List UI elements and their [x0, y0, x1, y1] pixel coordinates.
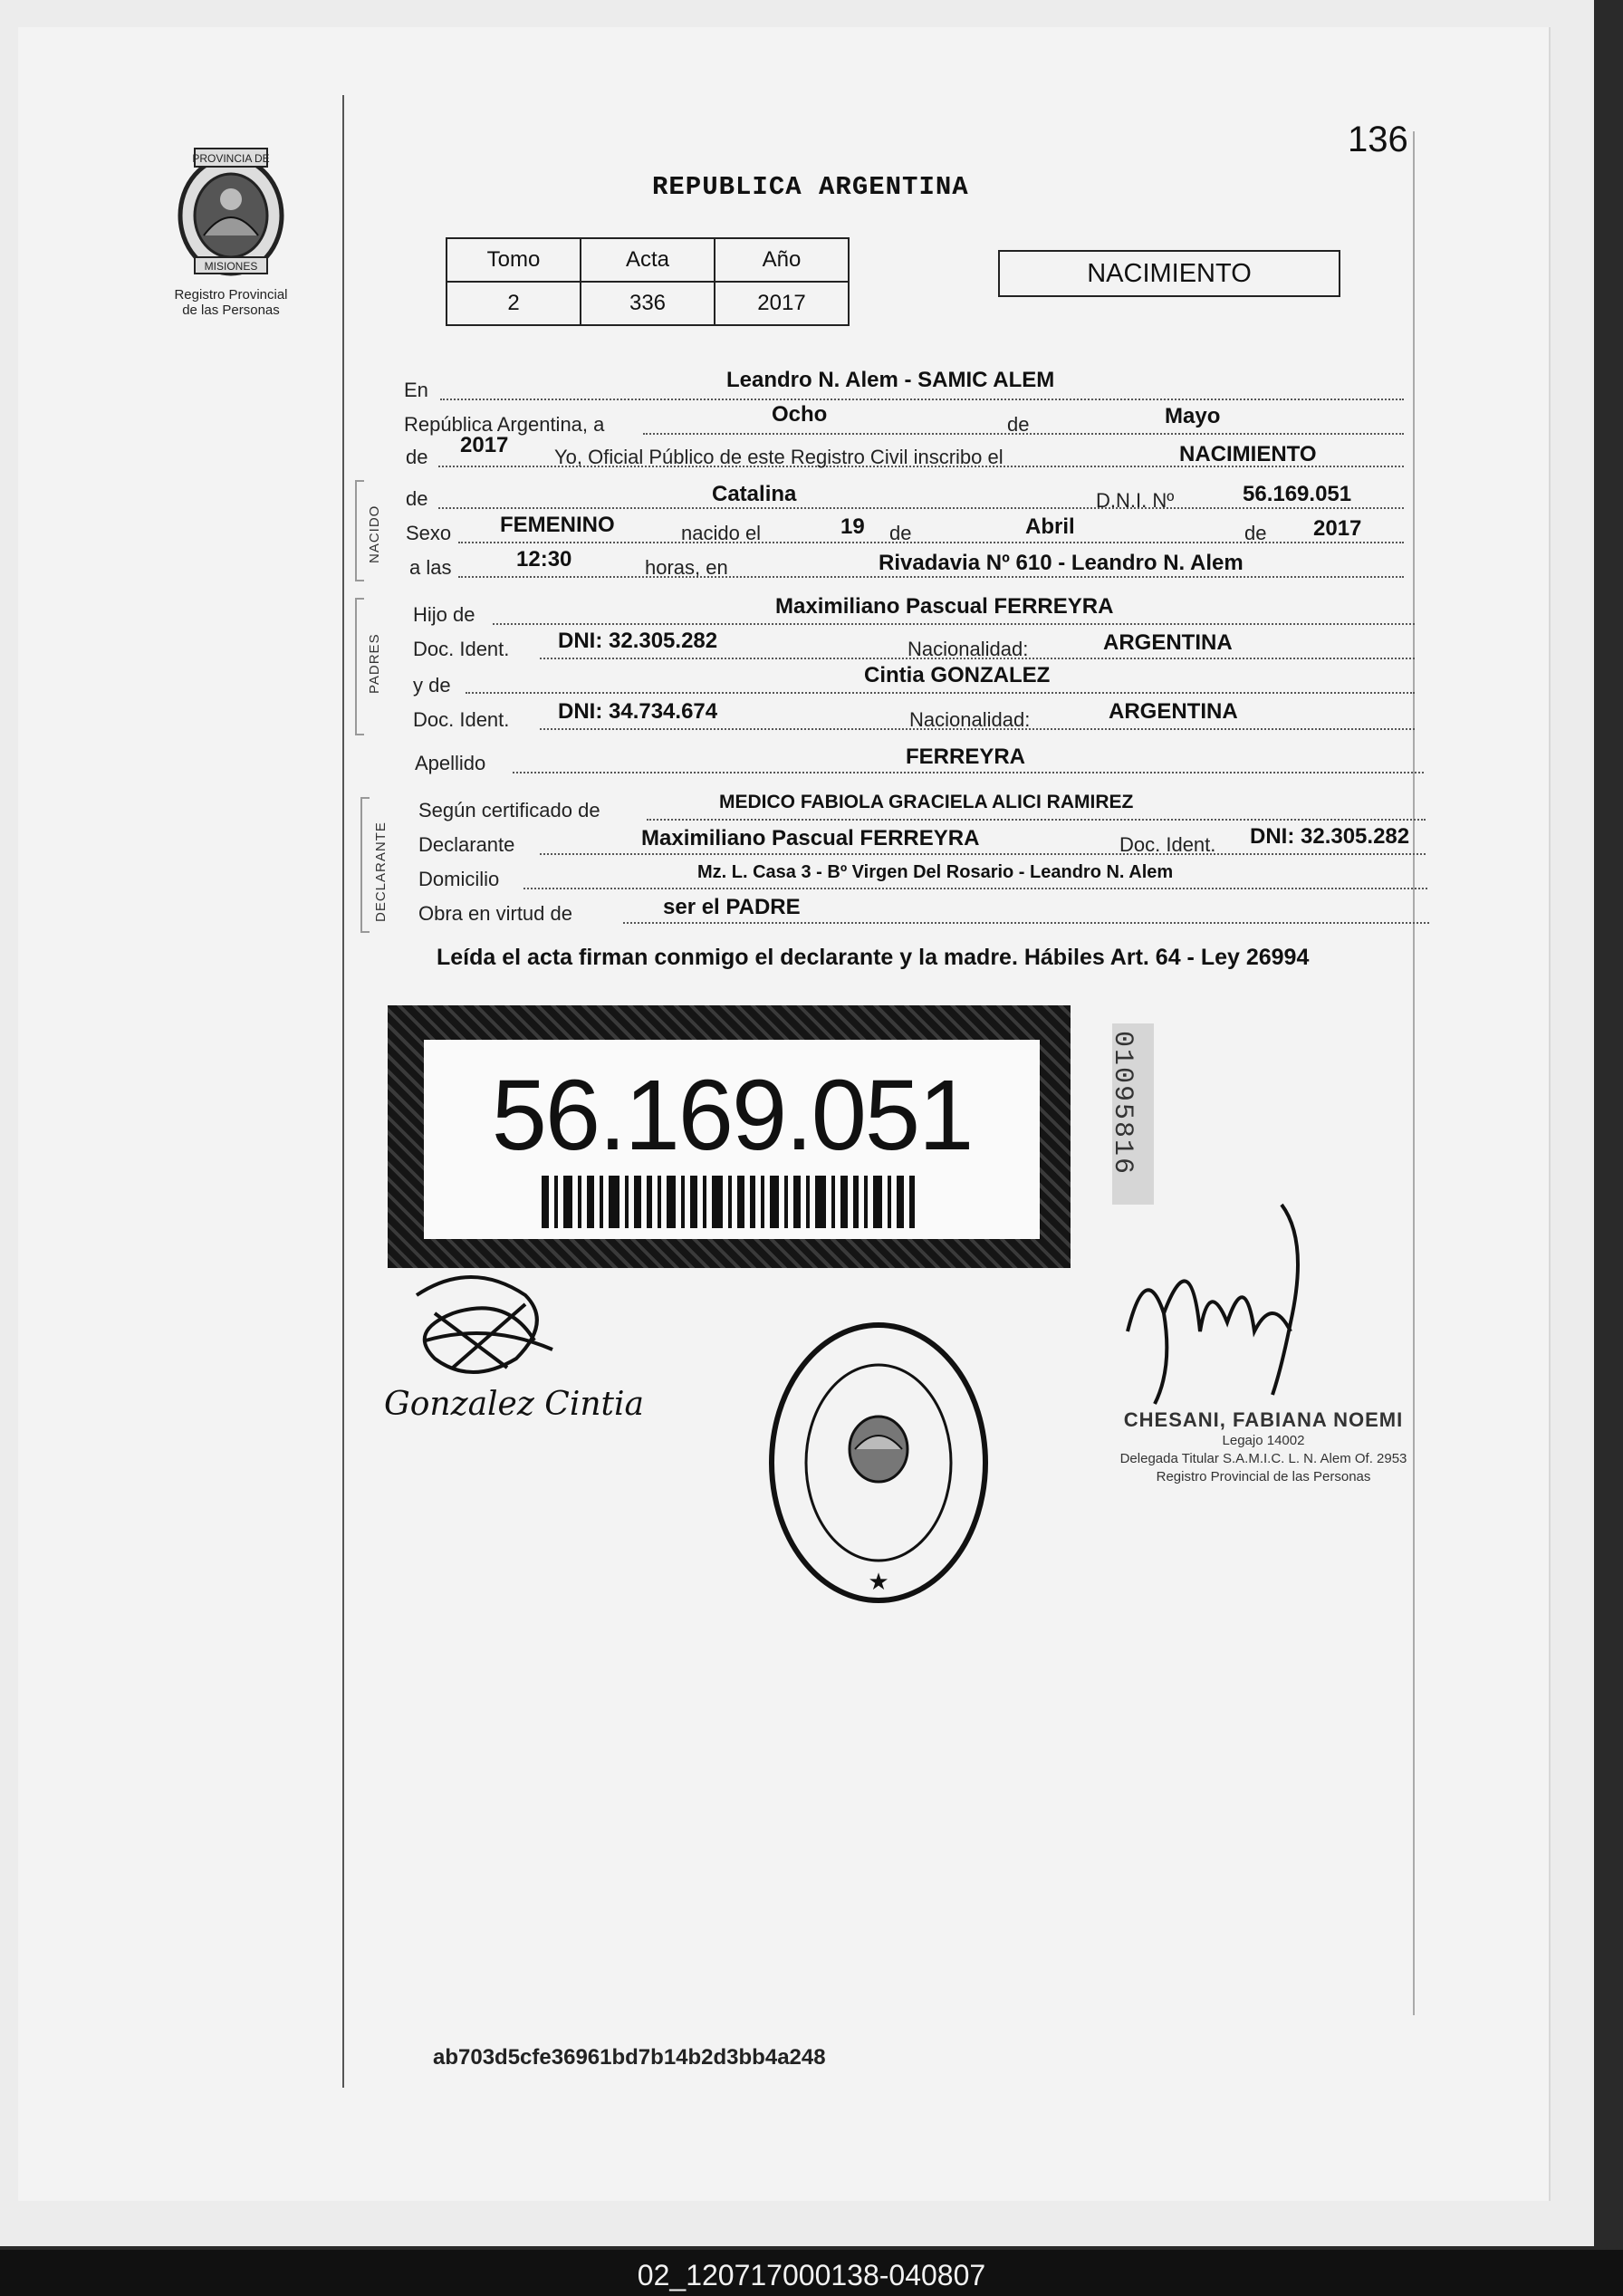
label-doc-ident-father: Doc. Ident. [413, 638, 510, 660]
section-bracket-declarante [360, 797, 370, 933]
value-mother-nationality: ARGENTINA [1109, 699, 1238, 724]
document-hash: ab703d5cfe36961bd7b14b2d3bb4a248 [433, 2045, 826, 2070]
label-de-name: de [406, 487, 428, 510]
value-month: Mayo [1165, 404, 1221, 428]
value-father-name: Maximiliano Pascual FERREYRA [775, 594, 1114, 619]
label-obra: Obra en virtud de [418, 902, 572, 925]
dotted-line [466, 690, 1415, 694]
officer-role: Delegada Titular S.A.M.I.C. L. N. Alem Of. 2953 [1119, 1451, 1407, 1466]
value-birth-month: Abril [1025, 514, 1075, 539]
value-obra: ser el PADRE [663, 895, 801, 919]
officer-legajo: Legajo 14002 [1222, 1433, 1305, 1448]
label-dni: D.N.I. Nº [1096, 489, 1175, 512]
register-header-row [447, 238, 849, 282]
mother-handwritten-name: Gonzalez Cintia [384, 1386, 644, 1423]
value-child-dni: 56.169.051 [1243, 482, 1352, 506]
dotted-line [623, 920, 1429, 924]
label-doc-ident-declarante: Doc. Ident. [1119, 833, 1216, 856]
crest-top-text: PROVINCIA DE [192, 152, 270, 165]
value-apellido: FERREYRA [906, 745, 1026, 769]
agency-line-1: Registro Provincial [174, 287, 288, 303]
crest-bottom-text: MISIONES [204, 260, 258, 273]
register-header-tomo: Tomo [447, 238, 581, 282]
label-declarante: Declarante [418, 833, 515, 856]
register-value-row [447, 282, 849, 325]
agency-label [149, 287, 312, 318]
file-id: 02_120717000138-040807 [637, 2259, 986, 2291]
value-domicilio: Mz. L. Casa 3 - Bº Virgen Del Rosario - Leandro N. Alem [697, 862, 1174, 882]
dotted-line [513, 770, 1424, 773]
section-label-nacido: NACIDO [367, 504, 382, 563]
register-value-acta: 336 [581, 282, 715, 325]
label-nacido-el: nacido el [681, 522, 762, 544]
officer-stamp-block [1069, 1408, 1458, 1486]
serial-number: 01095816 [1107, 1031, 1138, 1177]
label-sexo: Sexo [406, 522, 452, 544]
dni-sticker-number: 56.169.051 [491, 1060, 973, 1171]
value-certificado: MEDICO FABIOLA GRACIELA ALICI RAMIREZ [719, 792, 1134, 812]
register-header-acta: Acta [581, 238, 715, 282]
official-stamp-icon [761, 1313, 996, 1612]
officer-signature-icon [1119, 1186, 1318, 1413]
value-declarante-doc: DNI: 32.305.282 [1250, 824, 1410, 849]
barcode-icon [542, 1176, 922, 1228]
label-de: de [1007, 413, 1030, 436]
record-type-box: NACIMIENTO [998, 250, 1340, 297]
label-hijo-de: Hijo de [413, 603, 475, 626]
value-declarante: Maximiliano Pascual FERREYRA [641, 826, 980, 850]
misiones-crest-logo [168, 145, 294, 281]
value-sexo: FEMENINO [500, 513, 615, 537]
register-value-anio: 2017 [715, 282, 849, 325]
page-number: 136 [1348, 120, 1408, 159]
officer-name: CHESANI, FABIANA NOEMI [1123, 1408, 1404, 1431]
label-doc-ident-mother: Doc. Ident. [413, 708, 510, 731]
value-birth-day: 19 [840, 514, 865, 539]
svg-text:★: ★ [868, 1569, 889, 1596]
country-title: REPUBLICA ARGENTINA [652, 172, 969, 202]
mother-signature-icon [399, 1259, 580, 1404]
officer-agency: Registro Provincial de las Personas [1156, 1469, 1371, 1484]
value-place: Leandro N. Alem - SAMIC ALEM [726, 368, 1055, 392]
label-y-de: y de [413, 674, 451, 696]
value-time: 12:30 [516, 547, 572, 572]
dotted-line [647, 817, 1426, 821]
dotted-line [523, 886, 1427, 889]
label-de-2: de [889, 522, 912, 544]
dotted-line [540, 851, 1426, 855]
label-year-de: de [406, 446, 428, 468]
label-en: En [404, 379, 428, 401]
value-child-name: Catalina [712, 482, 797, 506]
section-label-declarante: DECLARANTE [373, 821, 389, 922]
section-bracket-nacido [355, 480, 364, 581]
label-horas: horas, en [645, 556, 728, 579]
label-apellido: Apellido [415, 752, 486, 774]
agency-line-2: de las Personas [182, 303, 280, 318]
label-nacionalidad-father: Nacionalidad: [908, 638, 1029, 660]
dni-sticker [388, 1005, 1071, 1268]
margin-line [342, 95, 344, 2088]
value-birth-place: Rivadavia Nº 610 - Leandro N. Alem [879, 551, 1244, 575]
value-father-nationality: ARGENTINA [1103, 630, 1233, 655]
value-father-doc: DNI: 32.305.282 [558, 629, 718, 653]
right-margin-line [1413, 131, 1415, 2015]
label-a-las: a las [409, 556, 452, 579]
label-inscribo: Yo, Oficial Público de este Registro Civil inscribo el [554, 446, 1004, 468]
register-table [446, 237, 850, 326]
value-mother-doc: DNI: 34.734.674 [558, 699, 718, 724]
dni-sticker-label [424, 1040, 1040, 1239]
section-bracket-padres [355, 598, 364, 735]
label-de-3: de [1244, 522, 1267, 544]
value-day: Ocho [772, 402, 828, 427]
value-birth-year: 2017 [1313, 516, 1362, 541]
register-value-tomo: 2 [447, 282, 581, 325]
label-domicilio: Domicilio [418, 868, 500, 890]
label-republica: República Argentina, a [404, 413, 605, 436]
section-label-padres: PADRES [367, 633, 382, 694]
label-nacionalidad-mother: Nacionalidad: [909, 708, 1031, 731]
dotted-line [493, 621, 1415, 625]
dotted-line [440, 397, 1404, 400]
value-inscribo: NACIMIENTO [1179, 442, 1317, 466]
value-year: 2017 [460, 433, 509, 457]
register-header-anio: Año [715, 238, 849, 282]
closing-statement: Leída el acta firman conmigo el declarante y la madre. Hábiles Art. 64 - Ley 26994 [437, 945, 1310, 970]
label-certificado: Según certificado de [418, 799, 600, 821]
value-mother-name: Cintia GONZALEZ [864, 663, 1051, 687]
